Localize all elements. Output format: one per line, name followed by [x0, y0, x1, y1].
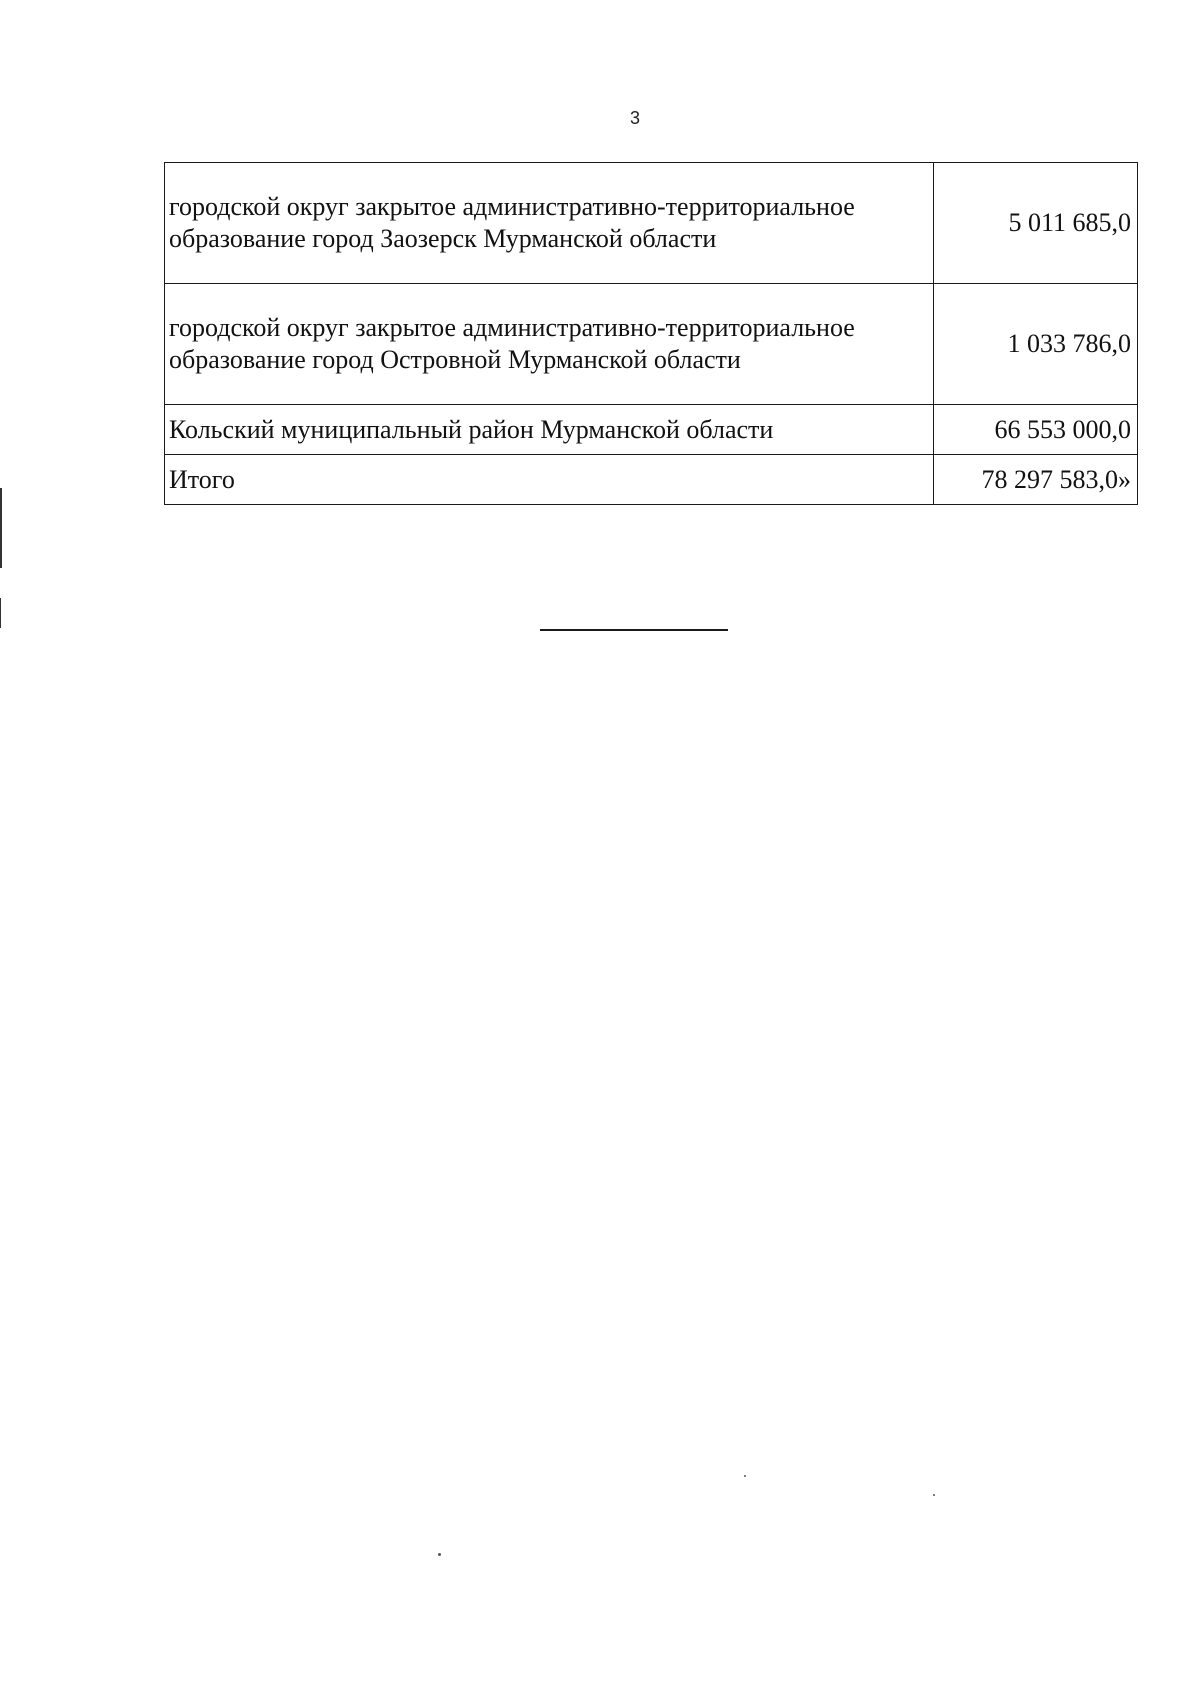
total-label: Итого: [165, 455, 934, 505]
municipality-name: городской округ закрытое административно-территориальное образование город Островной Мурманской области: [165, 284, 934, 405]
scan-speck: [438, 1553, 441, 1556]
amount-value: 1 033 786,0: [934, 284, 1138, 405]
total-row: [165, 455, 1138, 505]
table-row: [165, 284, 1138, 405]
municipality-name: Кольский муниципальный район Мурманской области: [165, 405, 934, 455]
scan-speck: [933, 1494, 935, 1496]
table-row: [165, 405, 1138, 455]
amount-value: 5 011 685,0: [934, 163, 1138, 284]
scan-margin-mark: [0, 598, 1, 628]
page-number: 3: [629, 108, 640, 128]
amount-value: 66 553 000,0: [934, 405, 1138, 455]
total-value: 78 297 583,0»: [934, 455, 1138, 505]
allocation-table: [164, 162, 1138, 505]
closing-rule: [540, 629, 728, 631]
scan-speck: [744, 1475, 746, 1477]
municipality-name: городской округ закрытое административно-территориальное образование город Заозерск Мурманской области: [165, 163, 934, 284]
table-row: [165, 163, 1138, 284]
scan-margin-mark: [0, 488, 2, 568]
